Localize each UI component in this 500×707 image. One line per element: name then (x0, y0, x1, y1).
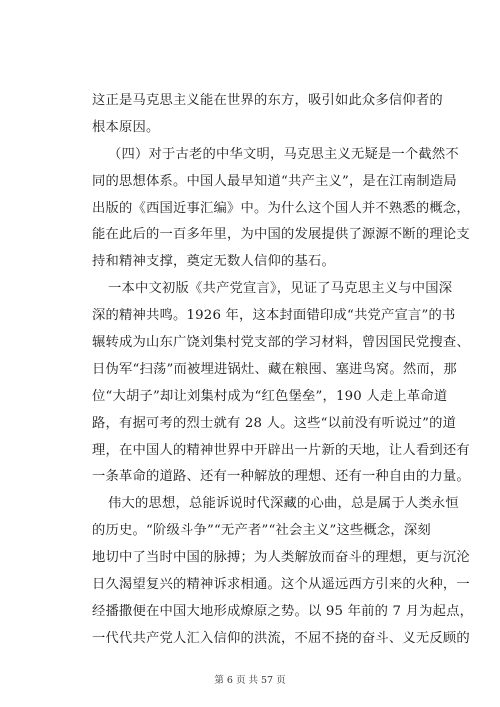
text-line: 辗转成为山东广饶刘集村党支部的学习材料，曾因国民党搜查、 (92, 335, 470, 351)
text-line: 这正是马克思主义能在世界的东方，吸引如此众多信仰者的 (92, 93, 443, 108)
text-line: 一代代共产党人汇入信仰的洪流，不屈不挠的奋斗、义无反顾的 (92, 630, 470, 646)
text-line: 一本中文初版《共产党宣言》，见证了马克思主义与中国深 (108, 281, 453, 297)
text-line: 同的思想体系。中国人最早知道“共产主义”，是在江南制造局 (92, 173, 457, 189)
text-line: 日久渴望复兴的精神诉求相通。这个从遥远西方引来的火种，一 (92, 577, 470, 593)
text-line: 路，有据可考的烈士就有 28 人。这些“以前没有听说过”的道 (92, 415, 457, 431)
text-line: 持和精神支撑，奠定无数人信仰的基石。 (92, 254, 335, 270)
text-line: 位“大胡子”却让刘集村成为“红色堡垒”，190 人走上革命道 (92, 388, 448, 404)
text-line: 日伪军“扫荡”而被埋进锅灶、藏在粮囤、塞进鸟窝。然而，那 (92, 361, 457, 377)
text-line: 深的精神共鸣。1926 年，这本封面错印成“共党产宣言”的书 (92, 308, 456, 324)
text-line: 能在此后的一百多年里，为中国的发展提供了源源不断的理论支 (92, 227, 470, 243)
text-line: （四）对于古老的中华文明，马克思主义无疑是一个截然不 (108, 146, 459, 162)
text-line: 经播撒便在中国大地形成燎原之势。以 95 年前的 7 月为起点， (92, 603, 474, 619)
text-line: 地切中了当时中国的脉搏；为人类解放而奋斗的理想，更与沉沦 (92, 550, 470, 566)
text-line: 的历史。“阶级斗争”“无产者”“社会主义”这些概念，深刻 (92, 523, 431, 539)
page-number-footer: 第 6 页 共 57 页 (214, 675, 286, 686)
text-line: 理，在中国人的精神世界中开辟出一片新的天地，让人看到还有 (92, 442, 470, 458)
text-line: 出版的《西国近事汇编》中。为什么这个国人并不熟悉的概念， (92, 200, 470, 216)
text-line: 一条革命的道路、还有一种解放的理想、还有一种自由的力量。 (92, 469, 470, 485)
body-text (92, 92, 474, 657)
text-line: 伟大的思想，总能诉说时代深藏的心曲，总是属于人类永恒 (108, 496, 459, 512)
text-line: 根本原因。 (92, 119, 160, 135)
